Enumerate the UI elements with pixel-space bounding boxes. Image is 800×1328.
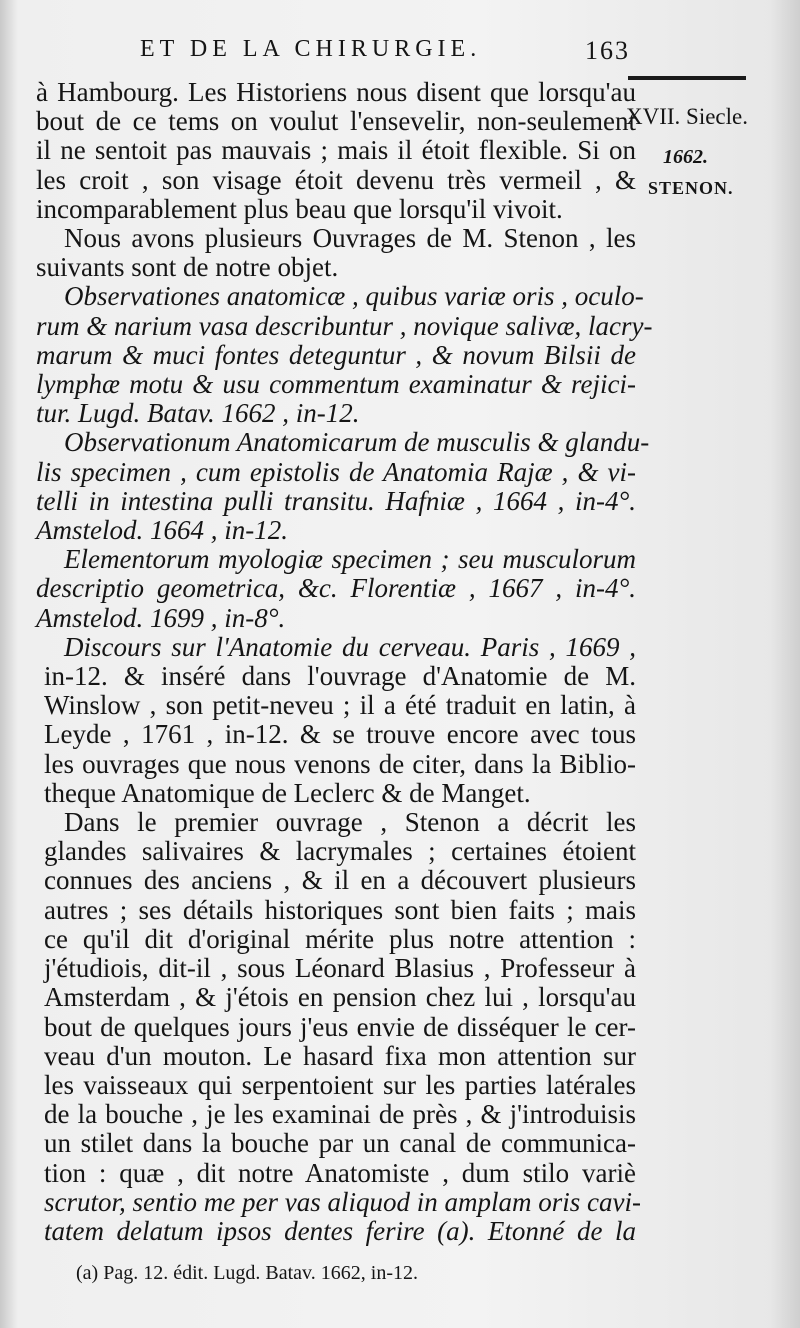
text-line: à Hambourg. Les Historiens nous disent que lorsqu'au xyxy=(36,77,636,107)
text-line: lis specimen , cum epistolis de Anatomia Rajæ , & vi- xyxy=(36,456,636,487)
text-line: rum & narium vasa describuntur , novique salivæ, lacry- xyxy=(36,310,653,341)
text-line: bout de quelques jours j'eus envie de disséquer le cer- xyxy=(44,1011,636,1042)
text-line: Amstelod. 1699 , in-8°. xyxy=(36,602,286,633)
margin-note-year: 1662. xyxy=(663,146,708,168)
running-title: ET DE LA CHIRURGIE. xyxy=(140,36,482,62)
page-edge-shadow xyxy=(770,0,800,1328)
page-number: 163 xyxy=(585,36,630,65)
text-line: tion : quæ , dit notre Anatomiste , dum stilo variè xyxy=(44,1157,636,1188)
text-line: veau d'un mouton. Le hasard fixa mon attention sur xyxy=(44,1040,636,1071)
running-head xyxy=(140,36,630,63)
text-line: tatem delatum ipsos dentes ferire (a). Etonné de la xyxy=(44,1215,636,1246)
footnote: (a) Pag. 12. édit. Lugd. Batav. 1662, in-12. xyxy=(76,1262,418,1284)
text-line: les vaisseaux qui serpentoient sur les parties latérales xyxy=(44,1069,636,1100)
text-line: autres ; ses détails historiques sont bien faits ; mais xyxy=(44,894,636,925)
text-line: Elementorum myologiæ specimen ; seu musculorum xyxy=(64,544,636,575)
text-line: connues des anciens , & il en a découvert plusieurs xyxy=(44,865,636,896)
text-line: Amstelod. 1664 , in-12. xyxy=(36,515,288,546)
margin-note-century: XVII. Siecle. xyxy=(626,104,748,129)
margin-note-author: STENON. xyxy=(648,178,734,198)
text-line: tur. Lugd. Batav. 1662 , in-12. xyxy=(36,398,360,429)
text-line: j'étudiois, dit-il , sous Léonard Blasius , Professeur à xyxy=(44,953,636,984)
text-line: marum & muci fontes deteguntur , & novum Bilsii de xyxy=(36,339,636,370)
text-line: les croit , son visage étoit devenu très vermeil , & xyxy=(36,164,636,195)
text-line: un stilet dans la bouche par un canal de communica- xyxy=(44,1128,636,1159)
text-line: Dans le premier ouvrage , Stenon a décrit les xyxy=(64,807,636,838)
text-line: Winslow , son petit-neveu ; il a été traduit en latin, à xyxy=(44,690,636,721)
text-line: Discours sur l'Anatomie du cerveau. Paris , 1669 , xyxy=(64,631,636,662)
body-text xyxy=(36,77,653,1246)
text-line: lymphæ motu & usu commentum examinatur & rejici- xyxy=(36,369,636,400)
margin-rule xyxy=(628,76,746,80)
text-line: bout de ce tems on voulut l'ensevelir, non-seulement xyxy=(36,106,636,137)
text-line: descriptio geometrica, &c. Florentiæ , 1667 , in-4°. xyxy=(36,573,636,604)
text-line: Leyde , 1761 , in-12. & se trouve encore avec tous xyxy=(44,719,636,750)
text-line: Observationum Anatomicarum de musculis & glandu- xyxy=(64,427,650,458)
text-line: Nous avons plusieurs Ouvrages de M. Stenon , les xyxy=(64,223,636,254)
text-line: in-12. & inséré dans l'ouvrage d'Anatomie de M. xyxy=(44,661,636,692)
text-line: glandes salivaires & lacrymales ; certaines étoient xyxy=(44,836,636,867)
text-line: les ouvrages que nous venons de citer, dans la Biblio- xyxy=(44,748,636,779)
text-line: il ne sentoit pas mauvais ; mais il étoit flexible. Si on xyxy=(36,135,636,166)
text-line: ce qu'il dit d'original mérite plus notre attention : xyxy=(44,923,636,954)
text-line: theque Anatomique de Leclerc & de Manget. xyxy=(44,777,531,808)
text-line: scrutor, sentio me per vas aliquod in amplam oris cavi- xyxy=(44,1186,641,1217)
text-line: incomparablement plus beau que lorsqu'il vivoit. xyxy=(36,193,563,224)
text-line: telli in intestina pulli transitu. Hafniæ , 1664 , in-4°. xyxy=(36,485,636,516)
text-line: Observationes anatomicæ , quibus variæ oris , oculo- xyxy=(64,281,644,312)
text-line: de la bouche , je les examinai de près , & j'introduisis xyxy=(44,1099,636,1130)
text-line: Amsterdam , & j'étois en pension chez lui , lorsqu'au xyxy=(44,982,636,1013)
text-line: suivants sont de notre objet. xyxy=(36,252,339,283)
